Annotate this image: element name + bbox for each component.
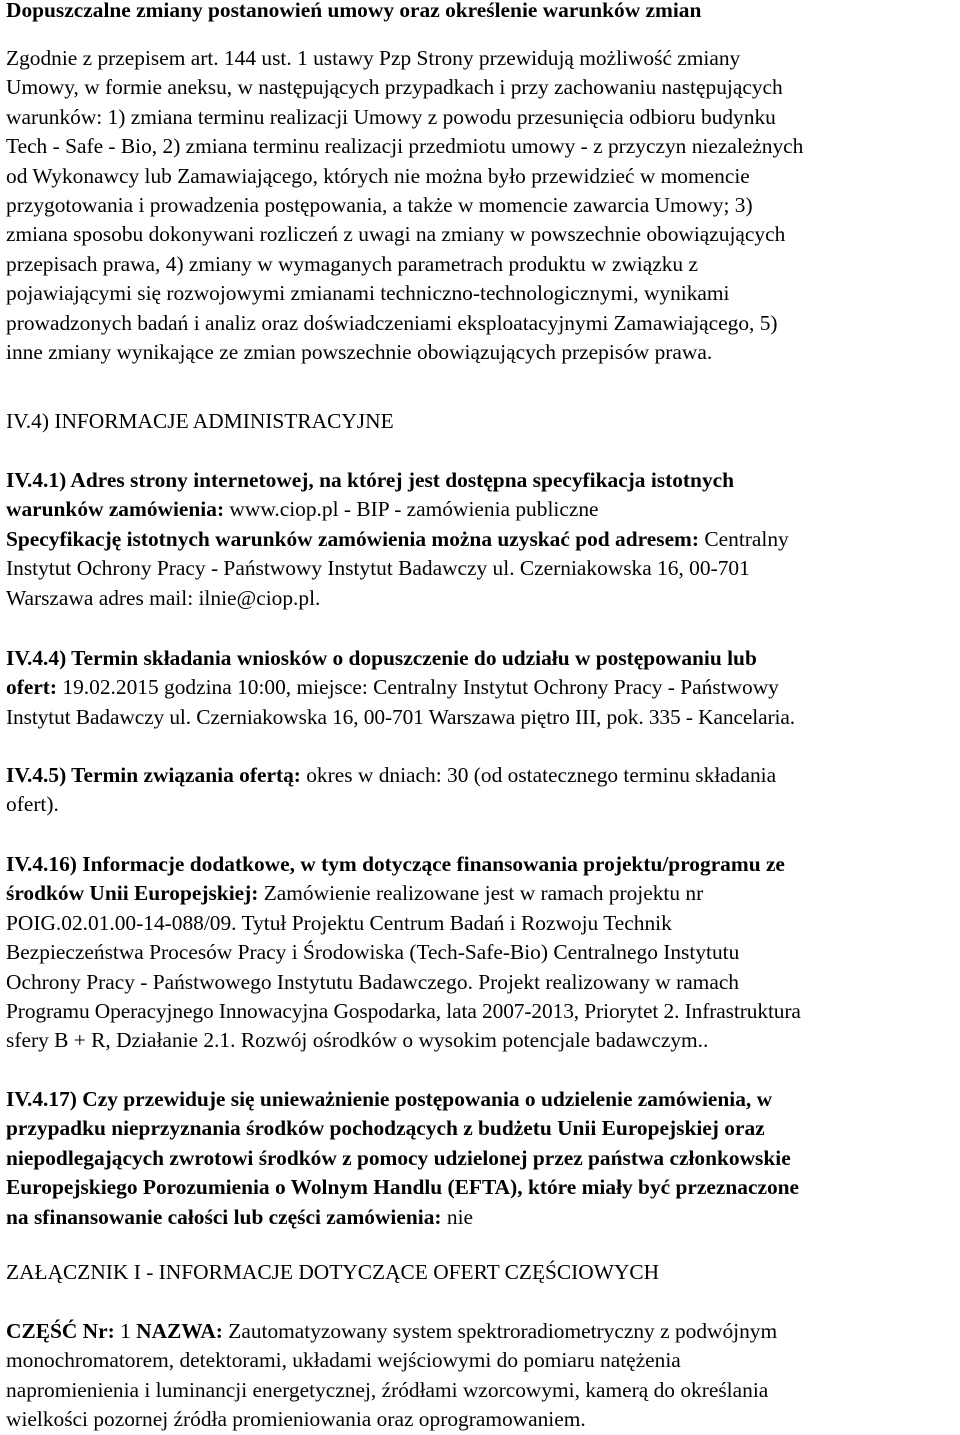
text-line: ofert). [6, 792, 59, 817]
field-value: okres w dniach: 30 (od ostatecznego terminu składania [300, 763, 777, 787]
field-value: Zamówienie realizowane jest w ramach projektu nr [258, 881, 704, 906]
text-line: prowadzonych badań i analiz oraz doświadczeniami eksploatacyjnymi Zamawiającego, 5) [6, 310, 778, 335]
field-value: nie [441, 1204, 474, 1229]
text-line: napromienienia i luminancji energetycznej, źródłami wzorcowymi, kamerą do określania [6, 1377, 769, 1402]
text-line [6, 673, 954, 702]
part-label: CZĘŚĆ Nr: [6, 1319, 115, 1343]
field-label: Specyfikację istotnych warunków zamówienia można uzyskać pod adresem: [6, 526, 700, 551]
text-line [6, 1317, 954, 1346]
text-line [6, 495, 954, 524]
text-line [6, 879, 954, 908]
text-line: przepisach prawa, 4) zmiany w wymaganych parametrach produktu w związku z [6, 251, 698, 276]
name-label: NAZWA: [136, 1319, 223, 1343]
text-line: POIG.02.01.00-14-088/09. Tytuł Projektu Centrum Badań i Rozwoju Technik [6, 910, 672, 935]
field-label: IV.4.5) Termin związania ofertą: [6, 763, 301, 787]
text-line [6, 761, 954, 790]
text-line: Warszawa adres mail: ilnie@ciop.pl. [6, 585, 321, 610]
part-number: 1 [114, 1319, 137, 1343]
section-iv-4-4 [6, 644, 954, 732]
text-line: Instytut Ochrony Pracy - Państwowy Instytut Badawczy ul. Czerniakowska 16, 00-701 [6, 556, 750, 581]
field-label: Europejskiego Porozumienia o Wolnym Handlu (EFTA), które miały być przeznaczone [6, 1175, 800, 1200]
field-label: warunków zamówienia: [6, 497, 225, 522]
text-line: sfery B + R, Działanie 2.1. Rozwój ośrodków o wysokim potencjale badawczym.. [6, 1028, 709, 1053]
part-name: Zautomatyzowany system spektroradiometryczny z podwójnym [222, 1319, 778, 1343]
field-label: niepodlegających zwrotowi środków z pomocy udzielonej przez państwa członkowskie [6, 1145, 791, 1170]
text-line: zmiana sposobu dokonywani rozliczeń z uwagi na zmiany w powszechnie obowiązujących [6, 222, 786, 247]
section-iv-4-16 [6, 850, 954, 1056]
text-line: Tech - Safe - Bio, 2) zmiana terminu realizacji przedmiotu umowy - z przyczyn niezależnych [6, 134, 804, 159]
field-label: ofert: [6, 675, 58, 700]
text-line: warunków: 1) zmiana terminu realizacji Umowy z powodu przesunięcia odbioru budynku [6, 104, 776, 129]
part-section [6, 1317, 954, 1435]
text-line: Ochrony Pracy - Państwowego Instytutu Badawczego. Projekt realizowany w ramach [6, 969, 740, 994]
field-label: na sfinansowanie całości lub części zamówienia: [6, 1204, 442, 1229]
text-line: monochromatorem, detektorami, układami wejściowymi do pomiaru natężenia [6, 1348, 681, 1373]
text-line: od Wykonawcy lub Zamawiającego, których nie można było przewidzieć w momencie [6, 163, 750, 188]
text-line: Instytut Badawczy ul. Czerniakowska 16, 00-701 Warszawa piętro III, pok. 335 - Kancelaria. [6, 704, 795, 729]
section-iv-4-1 [6, 466, 954, 613]
field-label: przypadku nieprzyznania środków pochodzących z budżetu Unii Europejskiej oraz [6, 1116, 765, 1141]
section-title-administrative: IV.4) INFORMACJE ADMINISTRACYJNE [6, 409, 394, 433]
section-iv-4-5 [6, 761, 954, 820]
text-line: Zgodnie z przepisem art. 144 ust. 1 ustawy Pzp Strony przewidują możliwość zmiany [6, 46, 741, 70]
field-label: środków Unii Europejskiej: [6, 881, 259, 906]
text-line: Umowy, w formie aneksu, w następujących przypadkach i przy zachowaniu następujących [6, 75, 783, 100]
text-line: pojawiającymi się rozwojowymi zmianami techniczno-technologicznymi, wynikami [6, 281, 730, 306]
annex-title: ZAŁĄCZNIK I - INFORMACJE DOTYCZĄCE OFERT CZĘŚCIOWYCH [6, 1260, 660, 1284]
section-heading: Dopuszczalne zmiany postanowień umowy oraz określenie warunków zmian [6, 0, 702, 22]
field-label: IV.4.1) Adres strony internetowej, na której jest dostępna specyfikacja istotnych [6, 468, 735, 492]
text-line: przygotowania i prowadzenia postępowania, a także w momencie zawarcia Umowy; 3) [6, 193, 753, 218]
field-value: 19.02.2015 godzina 10:00, miejsce: Centralny Instytut Ochrony Pracy - Państwowy [57, 675, 779, 700]
text-line: Programu Operacyjnego Innowacyjna Gospodarka, lata 2007-2013, Priorytet 2. Infrastruktura [6, 999, 801, 1024]
text-line: wielkości pozornej źródła promieniowania oraz oprogramowaniem. [6, 1407, 586, 1432]
field-label: IV.4.4) Termin składania wniosków o dopuszczenie do udziału w postępowaniu lub [6, 646, 757, 670]
amendments-paragraph [6, 44, 954, 367]
text-line: Bezpieczeństwa Procesów Pracy i Środowiska (Tech-Safe-Bio) Centralnego Instytutu [6, 940, 740, 965]
field-label: IV.4.17) Czy przewiduje się unieważnienie postępowania o udzielenie zamówienia, w [6, 1087, 773, 1111]
field-label: IV.4.16) Informacje dodatkowe, w tym dotyczące finansowania projektu/programu ze [6, 852, 785, 876]
text-line: inne zmiany wynikające ze zmian powszechnie obowiązujących przepisów prawa. [6, 340, 713, 365]
text-line [6, 1203, 954, 1232]
text-line [6, 525, 954, 554]
field-value: Centralny [699, 526, 789, 551]
field-value: www.ciop.pl - BIP - zamówienia publiczne [224, 497, 599, 522]
section-iv-4-17 [6, 1085, 954, 1232]
